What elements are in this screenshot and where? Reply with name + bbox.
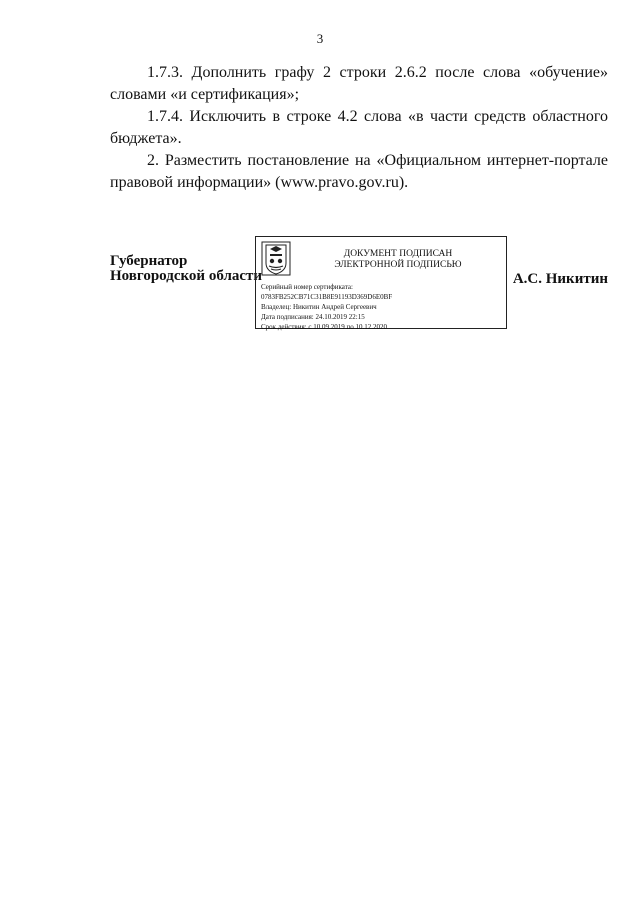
stamp-validity: Срок действия: с 10.09.2019 по 10.12.2020 bbox=[261, 323, 387, 331]
stamp-title-line1: ДОКУМЕНТ ПОДПИСАН bbox=[343, 249, 453, 259]
signer-position-line2: Новгородской области bbox=[110, 268, 263, 284]
paragraph-1-7-4: 1.7.4. Исключить в строке 4.2 слова «в части средств областного бюджета». bbox=[110, 108, 608, 147]
stamp-details bbox=[261, 282, 392, 332]
signature-block bbox=[110, 236, 608, 336]
page-number: 3 bbox=[316, 31, 324, 46]
signer-name: А.С. Никитин bbox=[512, 271, 608, 287]
stamp-title-line2: ЭЛЕКТРОННОЙ ПОДПИСЬЮ bbox=[334, 260, 462, 270]
signer-position bbox=[110, 254, 262, 284]
stamp-owner: Владелец: Никитин Андрей Сергеевич bbox=[261, 303, 377, 311]
coat-of-arms-icon bbox=[261, 241, 291, 276]
stamp-serial-label: Серийный номер сертификата: bbox=[261, 283, 353, 291]
signer-position-line1: Губернатор bbox=[110, 253, 188, 269]
electronic-signature-stamp bbox=[255, 236, 507, 329]
stamp-signed-date: Дата подписания: 24.10.2019 22:15 bbox=[261, 313, 365, 321]
document-body bbox=[110, 62, 608, 194]
stamp-serial: 0783FB252CB71C31B8E91193D369D6E0BF bbox=[261, 293, 393, 301]
paragraph-2: 2. Разместить постановление на «Официальном интернет-портале правовой информации» (www.pravo.gov.ru). bbox=[110, 152, 608, 191]
paragraph-1-7-3: 1.7.3. Дополнить графу 2 строки 2.6.2 после слова «обучение» словами «и сертификация»; bbox=[110, 64, 608, 103]
